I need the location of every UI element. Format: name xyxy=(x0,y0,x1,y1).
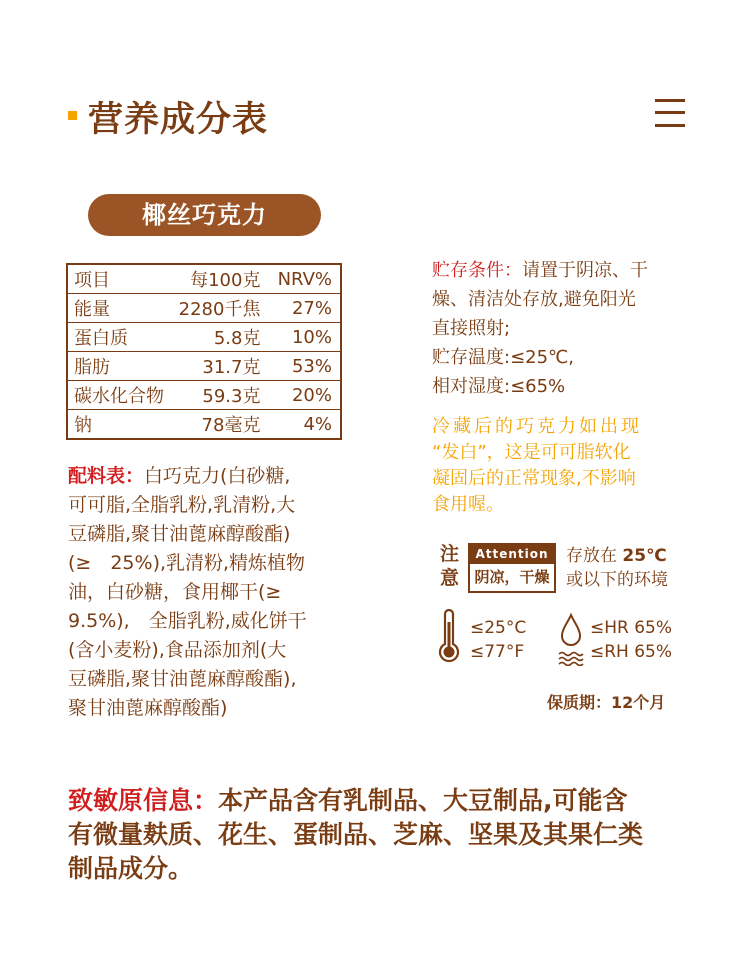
attention-heading xyxy=(440,542,459,590)
table-cell: 能量 xyxy=(67,294,168,323)
storage-conditions xyxy=(432,256,702,401)
ingredients-line: 聚甘油蓖麻醇酸酯) xyxy=(68,697,228,719)
storage-line: 相对湿度:≤65% xyxy=(432,376,566,397)
storage-line: 贮存温度:≤25℃, xyxy=(432,347,574,368)
humidity-limits xyxy=(590,616,672,664)
temp-fahrenheit: ≤77°F xyxy=(470,642,525,662)
fridge-note xyxy=(432,414,692,518)
table-cell: 2280千焦 xyxy=(168,294,268,323)
humidity-waves-icon xyxy=(559,653,583,666)
table-cell: 10% xyxy=(268,323,341,352)
humidity-hr: ≤HR 65% xyxy=(590,618,673,638)
ingredients-line: 油，白砂糖，食用椰干(≥ xyxy=(68,581,282,603)
fridge-note-line: 食用喔。 xyxy=(432,494,504,515)
attention-prefix: 存放在 xyxy=(566,546,617,566)
table-cell: 78毫克 xyxy=(168,410,268,440)
temperature-limits xyxy=(470,616,526,664)
table-cell: 20% xyxy=(268,381,341,410)
allergen-line: 制品成分。 xyxy=(68,854,194,883)
ingredients-line: (含小麦粉),食品添加剂(大 xyxy=(68,639,287,661)
table-row xyxy=(67,294,341,323)
thermometer-icon xyxy=(436,608,462,666)
table-cell: 53% xyxy=(268,352,341,381)
storage-label: 贮存条件： xyxy=(432,260,522,281)
shelf-life: 保质期：12个月 xyxy=(547,693,666,712)
page-title: 营养成分表 xyxy=(88,100,269,140)
ingredients-label: 配料表： xyxy=(68,465,145,487)
table-header-row xyxy=(67,264,341,294)
attention-badge xyxy=(468,543,556,593)
water-drop-icon xyxy=(556,612,586,666)
temp-celsius: ≤25°C xyxy=(470,618,527,638)
ingredients-line: 豆磷脂,聚甘油蓖麻醇酸酯), xyxy=(68,668,297,690)
attention-cn-label: 阴凉，干燥 xyxy=(474,568,550,586)
table-cell: 5.8克 xyxy=(168,323,268,352)
menu-icon[interactable] xyxy=(655,97,685,129)
fridge-note-line: “发白”，这是可可脂软化 xyxy=(432,442,631,463)
ingredients-line: 豆磷脂,聚甘油蓖麻醇酸酯) xyxy=(68,523,291,545)
fridge-note-line: 冷藏后的巧克力如出现 xyxy=(432,416,642,437)
ingredients-text xyxy=(68,462,358,723)
table-cell: 蛋白质 xyxy=(67,323,168,352)
storage-text-span: 请置于阴凉、干 xyxy=(522,260,648,281)
allergen-info xyxy=(68,784,698,886)
ingredients-line: (≥ 25%),乳清粉,精炼植物 xyxy=(68,552,306,574)
attention-temp: 25℃ xyxy=(622,546,667,566)
allergen-line: 有微量麸质、花生、蛋制品、芝麻、坚果及其果仁类 xyxy=(68,820,644,849)
attention-description xyxy=(566,544,668,592)
ingredients-text-span: 白巧克力(白砂糖, xyxy=(144,465,291,487)
table-cell: 碳水化合物 xyxy=(67,381,168,410)
fridge-note-line: 凝固后的正常现象,不影响 xyxy=(432,468,636,489)
title-bullet xyxy=(68,111,77,120)
table-cell: 4% xyxy=(268,410,341,440)
attention-char: 注 xyxy=(440,543,460,565)
storage-line: 燥、清洁处存放,避免阳光 xyxy=(432,289,636,310)
product-name-badge: 椰丝巧克力 xyxy=(88,194,321,236)
table-cell: 脂肪 xyxy=(67,352,168,381)
allergen-line xyxy=(68,784,698,818)
table-cell: 59.3克 xyxy=(168,381,268,410)
table-header: 每100克 xyxy=(190,270,261,291)
ingredients-line: 可可脂,全脂乳粉,乳清粉,大 xyxy=(68,494,296,516)
storage-line xyxy=(432,256,702,285)
table-cell: 钠 xyxy=(67,410,168,440)
table-row xyxy=(67,381,341,410)
attention-char: 意 xyxy=(440,567,460,589)
ingredients-line xyxy=(68,462,358,491)
storage-line: 直接照射; xyxy=(432,318,511,339)
attention-line xyxy=(566,544,668,568)
ingredients-line: 9.5%), 全脂乳粉,威化饼干 xyxy=(68,610,307,632)
allergen-text-span: 本产品含有乳制品、大豆制品,可能含 xyxy=(218,786,628,815)
attention-en-label: Attention xyxy=(470,545,554,564)
nutrition-table xyxy=(66,263,342,440)
allergen-label: 致敏原信息： xyxy=(68,786,219,815)
table-row xyxy=(67,352,341,381)
attention-line: 或以下的环境 xyxy=(566,570,668,590)
table-row xyxy=(67,323,341,352)
table-header: 项目 xyxy=(74,270,110,291)
table-header: NRV% xyxy=(277,268,332,290)
humidity-rh: ≤RH 65% xyxy=(590,642,673,662)
table-cell: 31.7克 xyxy=(168,352,268,381)
table-cell: 27% xyxy=(268,294,341,323)
table-row xyxy=(67,410,341,440)
